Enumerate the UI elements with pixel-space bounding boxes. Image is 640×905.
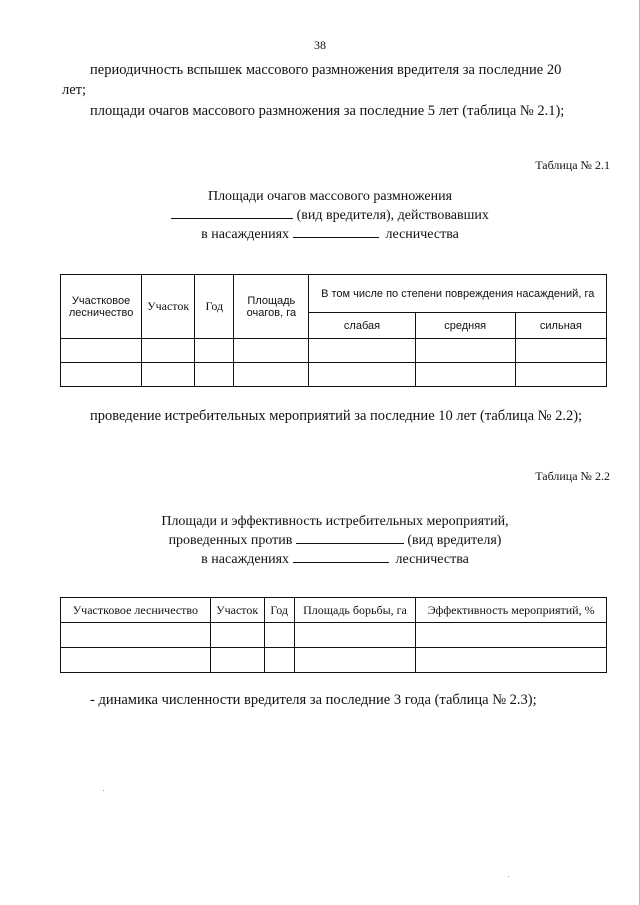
table-cell: [415, 339, 515, 363]
table-2-2: [60, 597, 607, 673]
table-2-2-title-line3-prefix: в насаждениях: [201, 552, 290, 567]
table-2-2-title: [110, 512, 560, 569]
header-strong: сильная: [515, 313, 606, 339]
table-cell: [294, 623, 416, 648]
table-2-2-title-line2-prefix: проведенных против: [168, 533, 293, 548]
table-row: [61, 363, 607, 387]
table-2-1-title-line3-suffix: лесничества: [385, 227, 459, 242]
table-2-1-title-line2-text: (вид вредителя), действовавших: [296, 208, 489, 223]
page-number: 38: [314, 38, 326, 52]
table-cell: [142, 339, 195, 363]
table-2-1-title-line2: [120, 206, 540, 225]
table-cell: [61, 648, 211, 673]
table-cell: [195, 339, 234, 363]
table-cell: [195, 363, 234, 387]
table-2-2-label: Таблица № 2.2: [535, 469, 610, 483]
table-cell: [416, 623, 607, 648]
header-area: Площадь борьбы, га: [294, 598, 416, 623]
table-cell: [142, 363, 195, 387]
scan-speck: [508, 876, 509, 877]
paragraph-outbreak-frequency-continued: лет;: [62, 82, 87, 98]
header-forestry: Участковое лесничество: [61, 275, 142, 339]
table-cell: [264, 623, 294, 648]
table-row: [61, 648, 607, 673]
table-row: [61, 623, 607, 648]
table-2-1-title-line1: Площади очагов массового размножения: [207, 189, 453, 204]
header-forestry: Участковое лесничество: [61, 598, 211, 623]
table-2-1: [60, 274, 607, 387]
pest-type-blank: [171, 206, 293, 219]
header-damage-group: В том числе по степени повреждения насаждений, га: [309, 275, 607, 313]
table-cell: [234, 363, 309, 387]
table-2-2-title-line3: [110, 550, 560, 569]
paragraph-pest-dynamics: - динамика численности вредителя за последние 3 года (таблица № 2.3);: [90, 692, 537, 708]
header-efficiency: Эффективность мероприятий, %: [416, 598, 607, 623]
table-cell: [210, 623, 264, 648]
scan-speck: [103, 790, 104, 791]
table-cell: [415, 363, 515, 387]
header-plot: Участок: [142, 275, 195, 339]
header-plot: Участок: [210, 598, 264, 623]
table-2-1-title: [120, 187, 540, 244]
table-2-1-title-line3: [120, 225, 540, 244]
forestry-blank: [293, 225, 379, 238]
table-2-1-label: Таблица № 2.1: [535, 158, 610, 172]
table-cell: [210, 648, 264, 673]
table-row: [61, 339, 607, 363]
table-2-2-title-line3-suffix: лесничества: [395, 552, 469, 567]
forestry-blank: [293, 550, 389, 563]
table-cell: [515, 363, 606, 387]
header-year: Год: [264, 598, 294, 623]
paragraph-outbreak-areas: площади очагов массового размножения за последние 5 лет (таблица № 2.1);: [90, 103, 565, 119]
table-2-1-title-line3-prefix: в насаждениях: [201, 227, 290, 242]
table-2-2-title-line2-suffix: (вид вредителя): [407, 533, 502, 548]
header-medium: средняя: [415, 313, 515, 339]
table-2-2-title-line1: Площади и эффективность истребительных мероприятий,: [161, 514, 509, 529]
pest-type-blank: [296, 531, 404, 544]
table-cell: [234, 339, 309, 363]
table-cell: [61, 363, 142, 387]
header-weak: слабая: [309, 313, 415, 339]
table-2-2-title-line2: [110, 531, 560, 550]
table-cell: [294, 648, 416, 673]
table-cell: [61, 339, 142, 363]
table-cell: [309, 363, 415, 387]
header-area: Площадь очагов, га: [234, 275, 309, 339]
table-cell: [309, 339, 415, 363]
table-cell: [264, 648, 294, 673]
table-cell: [61, 623, 211, 648]
paragraph-control-measures: проведение истребительных мероприятий за последние 10 лет (таблица № 2.2);: [90, 408, 583, 424]
table-cell: [416, 648, 607, 673]
header-year: Год: [195, 275, 234, 339]
paragraph-outbreak-frequency: периодичность вспышек массового размножения вредителя за последние 20: [90, 62, 562, 78]
table-cell: [515, 339, 606, 363]
